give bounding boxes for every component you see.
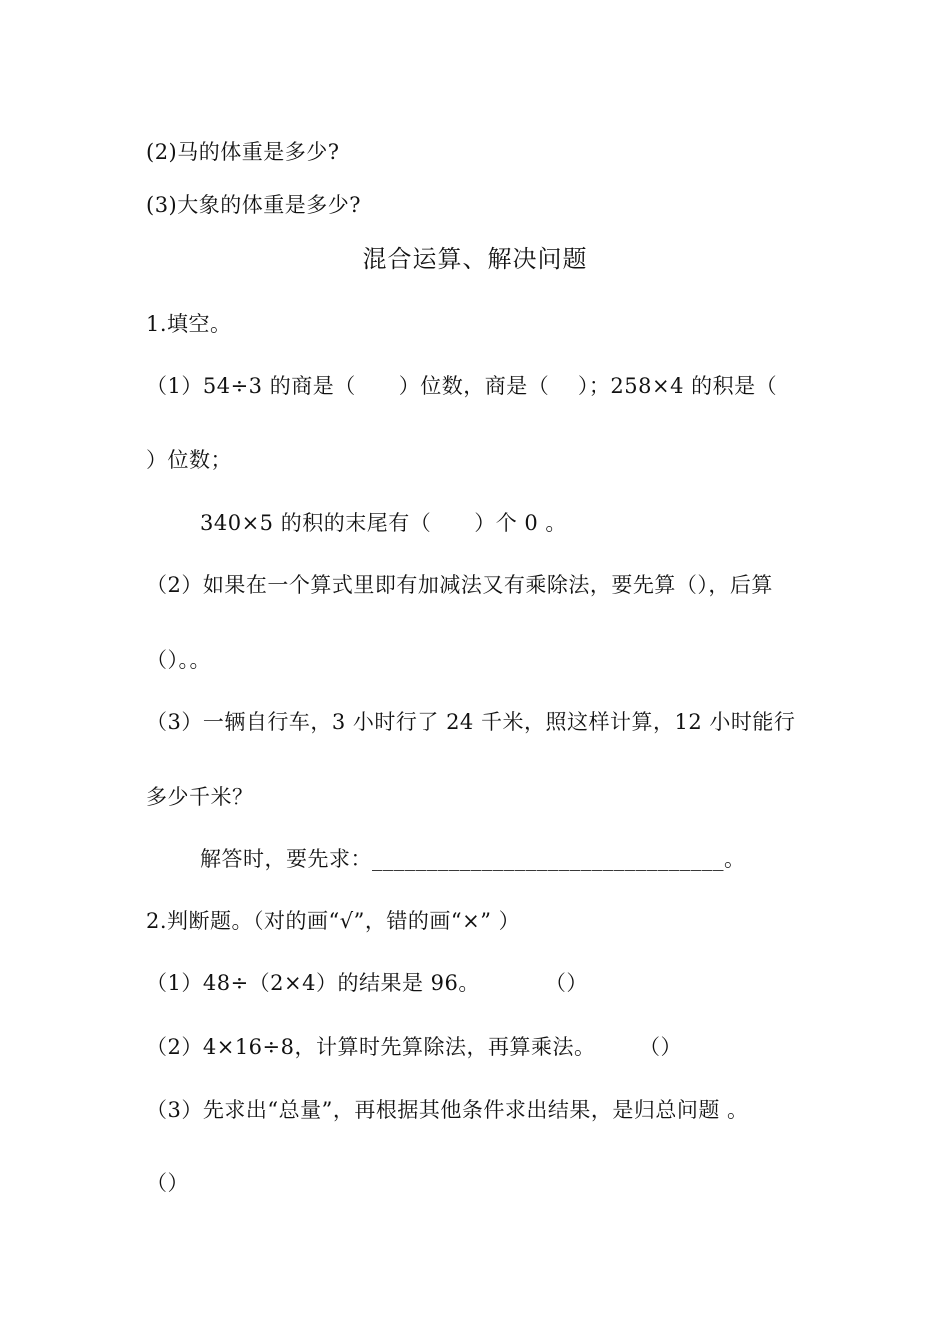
part1-item1-line1: （1）54÷3 的商是（ ）位数，商是（ ）；258×4 的积是（: [146, 374, 778, 398]
part1-item1-line3: 340×5 的积的末尾有（ ）个 0 。: [200, 511, 567, 535]
part2-item2: （2）4×16÷8，计算时先算除法，再算乘法。 （）: [146, 1035, 682, 1059]
part1-item3-line1: （3）一辆自行车，3 小时行了 24 千米，照这样计算，12 小时能行: [146, 710, 796, 734]
part2-item3-line2: （）: [146, 1171, 189, 1195]
part1-item2-line1: （2）如果在一个算式里即有加减法又有乘除法，要先算（），后算: [146, 573, 773, 597]
part1-item3-answer-line: 解答时，要先求：________________________________。: [200, 847, 746, 871]
previous-question-3: (3)大象的体重是多少?: [146, 193, 362, 217]
section-title: 混合运算、解决问题: [362, 245, 588, 273]
part2-item3-line1: （3）先求出“总量”，再根据其他条件求出结果，是归总问题 。: [146, 1098, 749, 1122]
part1-item1-line2: ）位数；: [146, 448, 232, 472]
part1-item2-line2: （）。。: [146, 648, 211, 672]
part2-item1: （1）48÷（2×4）的结果是 96。 （）: [146, 971, 588, 995]
part2-heading: 2.判断题。（对的画“√”，错的画“×” ）: [146, 909, 521, 933]
previous-question-2: (2)马的体重是多少?: [146, 140, 340, 164]
part1-item3-line2: 多少千米？: [146, 785, 254, 809]
part1-heading: 1.填空。: [146, 312, 232, 336]
